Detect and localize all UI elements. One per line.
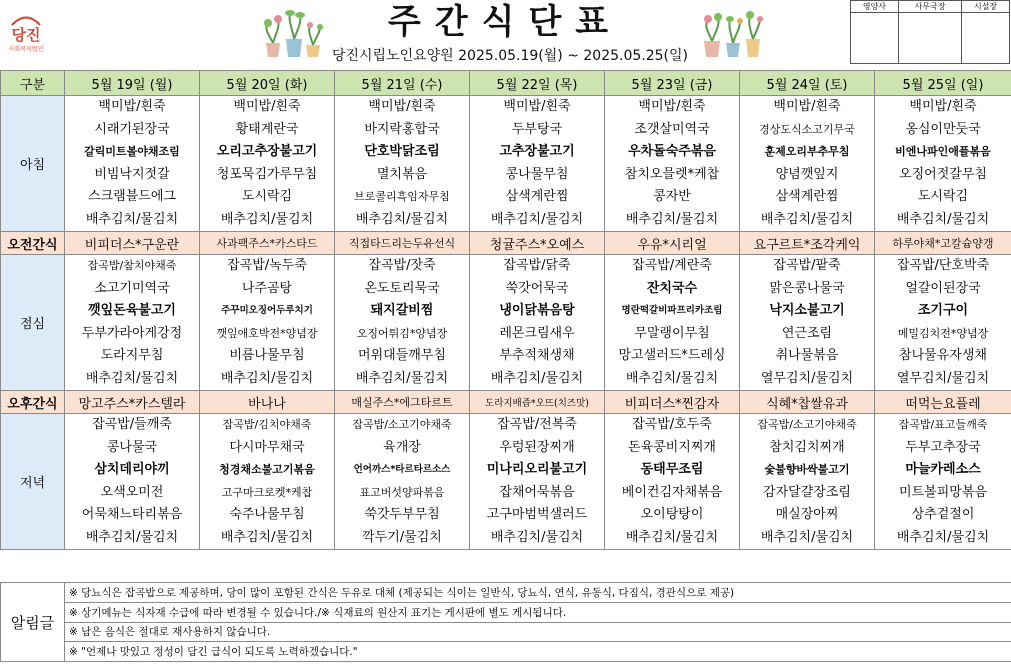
menu-item: 배추김치/물김치 xyxy=(65,527,200,550)
menu-item: 황태계란국 xyxy=(200,119,335,142)
day-header: 5월 22일 (목) xyxy=(470,71,605,96)
approval-label-director: 시설장 xyxy=(962,1,1010,13)
menu-item: 배추김치/물김치 xyxy=(65,209,200,232)
snack-item: 매실주스*에그타르트 xyxy=(335,391,470,414)
menu-item: 마늘카레소스 xyxy=(875,459,1011,482)
notice-line: ※ "언제나 맛있고 정성이 담긴 급식이 되도록 노력하겠습니다." xyxy=(65,642,1011,662)
dinner-label: 저녁 xyxy=(1,414,65,550)
approval-sign-manager xyxy=(898,13,961,64)
weekly-menu-table xyxy=(0,70,1011,550)
menu-item: 연근조림 xyxy=(740,323,875,346)
menu-item: 배추김치/물김치 xyxy=(740,527,875,550)
menu-item: 잡곡밥/계란죽 xyxy=(605,255,740,278)
menu-item: 참나물유자생채 xyxy=(875,345,1011,368)
menu-item: 명란떡갈비파프리카조림 xyxy=(605,300,740,323)
menu-item: 배추김치/물김치 xyxy=(875,527,1011,550)
menu-item: 깻잎돈육불고기 xyxy=(65,300,200,323)
day-header-row xyxy=(1,71,1011,96)
breakfast-row xyxy=(1,186,1011,209)
dinner-row xyxy=(1,459,1011,482)
snack-item: 사과팩주스*카스타드 xyxy=(200,232,335,255)
menu-item: 돈육콩비지찌개 xyxy=(605,437,740,460)
menu-item: 배추김치/물김치 xyxy=(740,209,875,232)
menu-item: 오징어튀김*양념장 xyxy=(335,323,470,346)
lunch-row xyxy=(1,255,1011,278)
page-header xyxy=(0,0,1011,68)
menu-item: 머위대들깨무침 xyxy=(335,345,470,368)
menu-item: 잔치국수 xyxy=(605,278,740,301)
pm-snack-row xyxy=(1,391,1011,414)
menu-item: 깍두기/물김치 xyxy=(335,527,470,550)
menu-item: 잡곡밥/호두죽 xyxy=(605,414,740,437)
notice-label: 알림글 xyxy=(1,583,65,662)
pm-snack-label: 오후간식 xyxy=(1,391,65,414)
lunch-row xyxy=(1,368,1011,391)
menu-item: 취나물볶음 xyxy=(740,345,875,368)
menu-item: 참치김치찌개 xyxy=(740,437,875,460)
menu-item: 잡곡밥/단호박죽 xyxy=(875,255,1011,278)
menu-item: 잡곡밥/전복죽 xyxy=(470,414,605,437)
menu-item: 옹심이만둣국 xyxy=(875,119,1011,142)
menu-item: 비엔나파인애플볶음 xyxy=(875,141,1011,164)
dinner-row xyxy=(1,504,1011,527)
menu-item: 열무김치/물김치 xyxy=(875,368,1011,391)
menu-item: 우차돌숙주볶음 xyxy=(605,141,740,164)
menu-item: 배추김치/물김치 xyxy=(470,527,605,550)
snack-item: 직접타드리는두유선식 xyxy=(335,232,470,255)
breakfast-row xyxy=(1,164,1011,187)
day-header: 5월 23일 (금) xyxy=(605,71,740,96)
menu-item: 오색오미전 xyxy=(65,482,200,505)
menu-item: 삼치데리야끼 xyxy=(65,459,200,482)
menu-item: 고구마범벅샐러드 xyxy=(470,504,605,527)
menu-item: 배추김치/물김치 xyxy=(335,209,470,232)
logo-org: 사회복지법인 xyxy=(8,46,44,53)
dinner-row xyxy=(1,414,1011,437)
menu-item: 쑥갓어묵국 xyxy=(470,278,605,301)
org-logo xyxy=(6,14,46,62)
menu-item: 백미밥/흰죽 xyxy=(335,96,470,119)
snack-item: 비피더스*찐감자 xyxy=(605,391,740,414)
menu-item: 두부고추장국 xyxy=(875,437,1011,460)
menu-item: 우렁된장찌개 xyxy=(470,437,605,460)
menu-item: 잡곡밥/김치야채죽 xyxy=(200,414,335,437)
menu-item: 오징어젓갈무침 xyxy=(875,164,1011,187)
menu-item: 배추김치/물김치 xyxy=(605,527,740,550)
lunch-row xyxy=(1,323,1011,346)
dinner-row xyxy=(1,482,1011,505)
approval-box xyxy=(850,0,1010,64)
snack-item: 바나나 xyxy=(200,391,335,414)
menu-item: 콩나물무침 xyxy=(470,164,605,187)
menu-item: 열무김치/물김치 xyxy=(740,368,875,391)
breakfast-label: 아침 xyxy=(1,96,65,232)
menu-item: 망고샐러드*드레싱 xyxy=(605,345,740,368)
menu-item: 배추김치/물김치 xyxy=(200,368,335,391)
menu-item: 배추김치/물김치 xyxy=(335,368,470,391)
roof-icon xyxy=(11,14,41,26)
snack-item: 요구르트*조각케익 xyxy=(740,232,875,255)
logo-name: 당진 xyxy=(11,26,41,44)
menu-item: 백미밥/흰죽 xyxy=(470,96,605,119)
menu-item: 고구마크로켓*케찹 xyxy=(200,482,335,505)
menu-item: 메밀김치전*양념장 xyxy=(875,323,1011,346)
menu-item: 바지락홍합국 xyxy=(335,119,470,142)
menu-item: 오리고추장불고기 xyxy=(200,141,335,164)
day-header: 5월 21일 (수) xyxy=(335,71,470,96)
menu-item: 오이탕탕이 xyxy=(605,504,740,527)
menu-item: 도시락김 xyxy=(200,186,335,209)
breakfast-row xyxy=(1,209,1011,232)
menu-item: 매실장아찌 xyxy=(740,504,875,527)
dinner-row xyxy=(1,437,1011,460)
approval-label-dietitian: 영양사 xyxy=(851,1,899,13)
menu-item: 표고버섯양파볶음 xyxy=(335,482,470,505)
approval-sign-director xyxy=(962,13,1010,64)
notice-line: ※ 당뇨식은 잡곡밥으로 제공하며, 당이 많이 포함된 간식은 두유로 대체 (제공되는 식이는 일반식, 당뇨식, 연식, 유동식, 다짐식, 경관식으로 제공) xyxy=(65,583,1011,603)
dinner-row xyxy=(1,527,1011,550)
menu-item: 고추장불고기 xyxy=(470,141,605,164)
menu-item: 브로콜리흑임자무침 xyxy=(335,186,470,209)
menu-item: 시래기된장국 xyxy=(65,119,200,142)
menu-item: 갈릭미트볼야채조림 xyxy=(65,141,200,164)
menu-item: 낙지소불고기 xyxy=(740,300,875,323)
menu-item: 두부가라아게강정 xyxy=(65,323,200,346)
am-snack-label: 오전간식 xyxy=(1,232,65,255)
menu-item: 주꾸미오징어두루치기 xyxy=(200,300,335,323)
day-header: 5월 19일 (월) xyxy=(65,71,200,96)
snack-item: 떠먹는요플레 xyxy=(875,391,1011,414)
menu-item: 비빔낙지젓갈 xyxy=(65,164,200,187)
menu-item: 배추김치/물김치 xyxy=(200,527,335,550)
breakfast-row xyxy=(1,141,1011,164)
menu-item: 단호박닭조림 xyxy=(335,141,470,164)
menu-item: 배추김치/물김치 xyxy=(200,209,335,232)
page-title: 주간식단표 xyxy=(387,2,623,42)
page-subtitle: 당진시립노인요양원 2025.05.19(월) ~ 2025.05.25(일) xyxy=(331,48,688,64)
menu-item: 어묵채느타리볶음 xyxy=(65,504,200,527)
menu-item: 훈제오리부추무침 xyxy=(740,141,875,164)
menu-item: 잡곡밥/팥죽 xyxy=(740,255,875,278)
snack-item: 도라지배즙*오뜨(치즈맛) xyxy=(470,391,605,414)
notice-line: ※ 상기메뉴는 식자재 수급에 따라 변경될 수 있습니다./※ 식재료의 원산지 표기는 게시판에 별도 게시됩니다. xyxy=(65,602,1011,622)
menu-item: 미트볼피망볶음 xyxy=(875,482,1011,505)
snack-item: 하루야채*고칼슘양갱 xyxy=(875,232,1011,255)
menu-item: 백미밥/흰죽 xyxy=(875,96,1011,119)
menu-item: 잡곡밥/들깨죽 xyxy=(65,414,200,437)
menu-item: 청경채소불고기볶음 xyxy=(200,459,335,482)
menu-item: 스크램블드에그 xyxy=(65,186,200,209)
menu-item: 육개장 xyxy=(335,437,470,460)
menu-item: 잡곡밥/참치야채죽 xyxy=(65,255,200,278)
menu-item: 배추김치/물김치 xyxy=(875,209,1011,232)
menu-item: 삼색계란찜 xyxy=(740,186,875,209)
lunch-row xyxy=(1,278,1011,301)
snack-item: 우유*시리얼 xyxy=(605,232,740,255)
menu-item: 숙주나물무침 xyxy=(200,504,335,527)
menu-item: 백미밥/흰죽 xyxy=(200,96,335,119)
approval-label-manager: 사무국장 xyxy=(898,1,961,13)
menu-item: 감자달걀장조림 xyxy=(740,482,875,505)
breakfast-row xyxy=(1,96,1011,119)
menu-item: 배추김치/물김치 xyxy=(470,368,605,391)
approval-sign-dietitian xyxy=(851,13,899,64)
menu-item: 잡곡밥/소고기야채죽 xyxy=(335,414,470,437)
lunch-row xyxy=(1,300,1011,323)
menu-item: 냉이닭볶음탕 xyxy=(470,300,605,323)
snack-item: 청귤주스*오예스 xyxy=(470,232,605,255)
menu-item: 배추김치/물김치 xyxy=(605,368,740,391)
snack-item: 식혜*찹쌀유과 xyxy=(740,391,875,414)
menu-item: 참치오믈렛*케찹 xyxy=(605,164,740,187)
menu-item: 청포묵김가루무침 xyxy=(200,164,335,187)
menu-item: 두부탕국 xyxy=(470,119,605,142)
menu-item: 동태무조림 xyxy=(605,459,740,482)
menu-item: 백미밥/흰죽 xyxy=(740,96,875,119)
menu-item: 콩자반 xyxy=(605,186,740,209)
day-header: 5월 25일 (일) xyxy=(875,71,1011,96)
corner-label: 구분 xyxy=(1,71,65,96)
menu-item: 비름나물무침 xyxy=(200,345,335,368)
menu-item: 레몬크림새우 xyxy=(470,323,605,346)
menu-item: 깻잎애호박전*양념장 xyxy=(200,323,335,346)
day-header: 5월 20일 (화) xyxy=(200,71,335,96)
lunch-row xyxy=(1,345,1011,368)
menu-item: 온도토리묵국 xyxy=(335,278,470,301)
menu-item: 조갯살미역국 xyxy=(605,119,740,142)
menu-item: 베이컨김자채볶음 xyxy=(605,482,740,505)
menu-item: 백미밥/흰죽 xyxy=(605,96,740,119)
day-header: 5월 24일 (토) xyxy=(740,71,875,96)
menu-item: 나주곰탕 xyxy=(200,278,335,301)
menu-item: 양념깻잎지 xyxy=(740,164,875,187)
menu-item: 멸치볶음 xyxy=(335,164,470,187)
menu-item: 잡채어묵볶음 xyxy=(470,482,605,505)
am-snack-row xyxy=(1,232,1011,255)
menu-item: 삼색계란찜 xyxy=(470,186,605,209)
menu-item: 도라지무침 xyxy=(65,345,200,368)
menu-item: 언어까스*타르타르소스 xyxy=(335,459,470,482)
menu-item: 경상도식소고기무국 xyxy=(740,119,875,142)
menu-item: 얼갈이된장국 xyxy=(875,278,1011,301)
menu-item: 백미밥/흰죽 xyxy=(65,96,200,119)
menu-item: 미나리오리불고기 xyxy=(470,459,605,482)
menu-item: 다시마무채국 xyxy=(200,437,335,460)
menu-item: 잡곡밥/잣죽 xyxy=(335,255,470,278)
notice-line: ※ 남은 음식은 절대로 재사용하지 않습니다. xyxy=(65,622,1011,642)
menu-item: 쑥갓두부무침 xyxy=(335,504,470,527)
snack-item: 비피더스*구운란 xyxy=(65,232,200,255)
menu-item: 배추김치/물김치 xyxy=(65,368,200,391)
menu-item: 돼지갈비찜 xyxy=(335,300,470,323)
menu-item: 콩나물국 xyxy=(65,437,200,460)
breakfast-row xyxy=(1,119,1011,142)
menu-item: 소고기미역국 xyxy=(65,278,200,301)
menu-item: 상추겉절이 xyxy=(875,504,1011,527)
menu-item: 잡곡밥/소고기야채죽 xyxy=(740,414,875,437)
menu-item: 잡곡밥/녹두죽 xyxy=(200,255,335,278)
menu-item: 조기구이 xyxy=(875,300,1011,323)
menu-item: 잡곡밥/표고들깨죽 xyxy=(875,414,1011,437)
menu-item: 배추김치/물김치 xyxy=(605,209,740,232)
notice-box xyxy=(0,582,1011,662)
snack-item: 망고주스*카스텔라 xyxy=(65,391,200,414)
menu-item: 잡곡밥/닭죽 xyxy=(470,255,605,278)
menu-item: 맑은콩나물국 xyxy=(740,278,875,301)
menu-item: 도시락김 xyxy=(875,186,1011,209)
menu-item: 숯불향바싹불고기 xyxy=(740,459,875,482)
menu-item: 부추적채생채 xyxy=(470,345,605,368)
lunch-label: 점심 xyxy=(1,255,65,391)
menu-item: 배추김치/물김치 xyxy=(470,209,605,232)
menu-item: 무말랭이무침 xyxy=(605,323,740,346)
